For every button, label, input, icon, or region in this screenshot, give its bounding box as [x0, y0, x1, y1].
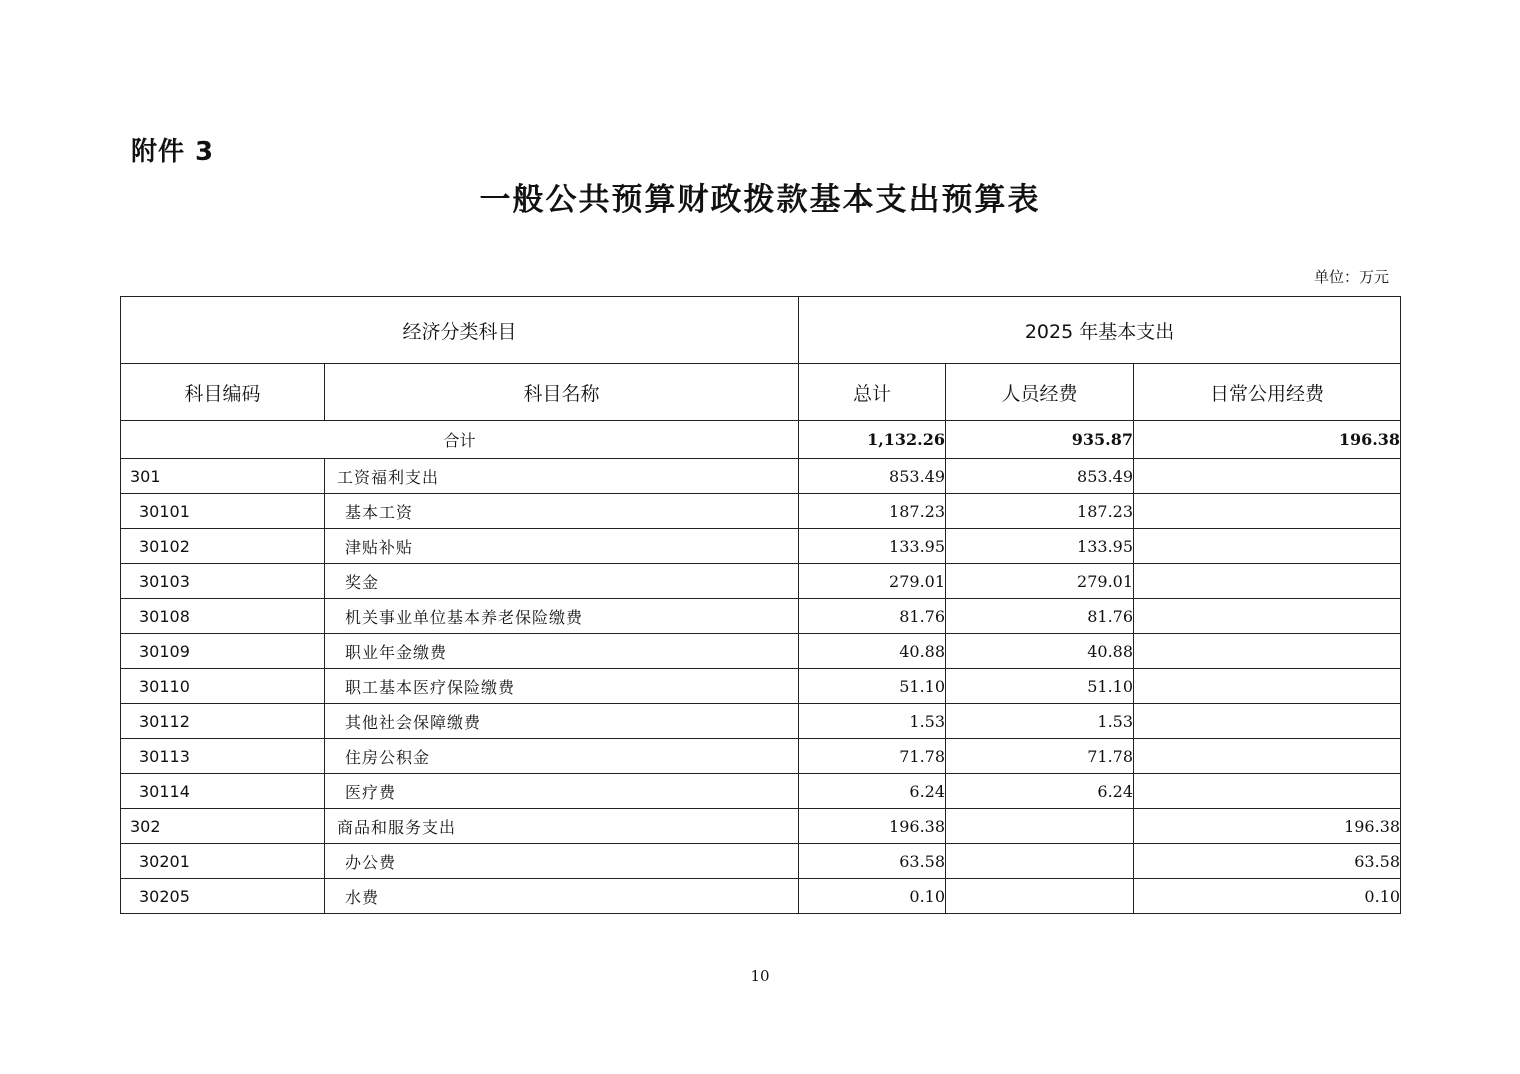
row-total: 187.23 [799, 494, 946, 529]
row-total: 853.49 [799, 459, 946, 494]
row-personnel [946, 844, 1134, 879]
row-code: 30110 [121, 669, 325, 704]
row-personnel: 71.78 [946, 739, 1134, 774]
header-basic-expenditure-2025: 2025 年基本支出 [799, 297, 1401, 364]
row-personnel: 279.01 [946, 564, 1134, 599]
row-public [1134, 634, 1401, 669]
row-name: 其他社会保障缴费 [325, 704, 799, 739]
row-code: 30103 [121, 564, 325, 599]
row-public [1134, 704, 1401, 739]
row-public: 63.58 [1134, 844, 1401, 879]
header-personnel: 人员经费 [946, 364, 1134, 421]
table-row [121, 459, 1401, 494]
table-row [121, 494, 1401, 529]
table-row [121, 809, 1401, 844]
row-personnel: 853.49 [946, 459, 1134, 494]
unit-label: 单位：万元 [1313, 268, 1389, 286]
row-public [1134, 564, 1401, 599]
total-total-value: 1,132.26 [799, 421, 946, 459]
row-public [1134, 459, 1401, 494]
row-personnel: 51.10 [946, 669, 1134, 704]
table-row [121, 634, 1401, 669]
table-row [121, 739, 1401, 774]
page-number: 10 [750, 967, 770, 985]
row-name: 基本工资 [325, 494, 799, 529]
row-total: 0.10 [799, 879, 946, 914]
row-personnel [946, 879, 1134, 914]
row-personnel: 81.76 [946, 599, 1134, 634]
row-public [1134, 529, 1401, 564]
total-row [121, 421, 1401, 459]
row-personnel: 187.23 [946, 494, 1134, 529]
row-public [1134, 669, 1401, 704]
row-public [1134, 599, 1401, 634]
group-header-row [121, 297, 1401, 364]
row-total: 63.58 [799, 844, 946, 879]
row-name: 职业年金缴费 [325, 634, 799, 669]
header-name: 科目名称 [325, 364, 799, 421]
table-row [121, 774, 1401, 809]
row-code: 30201 [121, 844, 325, 879]
budget-table [120, 296, 1401, 914]
row-personnel: 6.24 [946, 774, 1134, 809]
row-public [1134, 739, 1401, 774]
row-personnel [946, 809, 1134, 844]
table-row [121, 669, 1401, 704]
row-public [1134, 774, 1401, 809]
page-title: 一般公共预算财政拨款基本支出预算表 [479, 182, 1041, 218]
row-public: 196.38 [1134, 809, 1401, 844]
row-total: 51.10 [799, 669, 946, 704]
row-code: 301 [121, 459, 325, 494]
row-name: 职工基本医疗保险缴费 [325, 669, 799, 704]
column-header-row [121, 364, 1401, 421]
row-name: 办公费 [325, 844, 799, 879]
row-total: 279.01 [799, 564, 946, 599]
row-name: 机关事业单位基本养老保险缴费 [325, 599, 799, 634]
row-public: 0.10 [1134, 879, 1401, 914]
row-code: 30101 [121, 494, 325, 529]
row-total: 40.88 [799, 634, 946, 669]
row-code: 30102 [121, 529, 325, 564]
row-total: 81.76 [799, 599, 946, 634]
row-code: 30114 [121, 774, 325, 809]
row-total: 1.53 [799, 704, 946, 739]
row-code: 30112 [121, 704, 325, 739]
row-code: 30108 [121, 599, 325, 634]
table-row [121, 704, 1401, 739]
attachment-label: 附件 3 [131, 137, 215, 167]
row-total: 6.24 [799, 774, 946, 809]
row-name: 津贴补贴 [325, 529, 799, 564]
header-code: 科目编码 [121, 364, 325, 421]
table-row [121, 599, 1401, 634]
table-row [121, 844, 1401, 879]
header-public: 日常公用经费 [1134, 364, 1401, 421]
table-row [121, 529, 1401, 564]
header-economic-category: 经济分类科目 [121, 297, 799, 364]
row-public [1134, 494, 1401, 529]
row-total: 196.38 [799, 809, 946, 844]
total-public-value: 196.38 [1134, 421, 1401, 459]
table-row [121, 879, 1401, 914]
row-name: 水费 [325, 879, 799, 914]
row-code: 30109 [121, 634, 325, 669]
row-personnel: 133.95 [946, 529, 1134, 564]
row-name: 工资福利支出 [325, 459, 799, 494]
row-total: 133.95 [799, 529, 946, 564]
row-personnel: 40.88 [946, 634, 1134, 669]
total-personnel-value: 935.87 [946, 421, 1134, 459]
row-code: 30205 [121, 879, 325, 914]
row-personnel: 1.53 [946, 704, 1134, 739]
header-total: 总计 [799, 364, 946, 421]
row-total: 71.78 [799, 739, 946, 774]
row-name: 商品和服务支出 [325, 809, 799, 844]
row-name: 奖金 [325, 564, 799, 599]
row-name: 住房公积金 [325, 739, 799, 774]
total-label: 合计 [121, 421, 799, 459]
row-name: 医疗费 [325, 774, 799, 809]
row-code: 302 [121, 809, 325, 844]
row-code: 30113 [121, 739, 325, 774]
table-row [121, 564, 1401, 599]
